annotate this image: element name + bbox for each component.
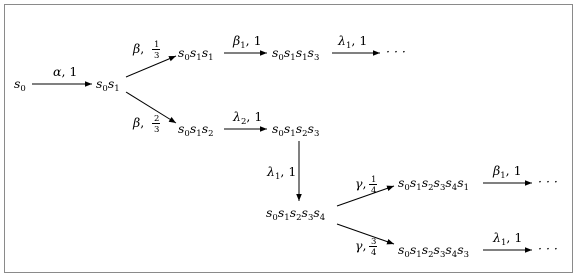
- edge-s0s1-s0s1s2-fraction: [152, 114, 160, 135]
- edge-s0s1s2-s0s1s2s3: [224, 109, 267, 129]
- edge-s0s1-s0s1s1-label: β,: [133, 41, 145, 56]
- edge-s0s1s2s3s4-s0s1s2s3s4s3-fraction: [369, 237, 377, 258]
- node-s0-label: $s_0$: [14, 76, 26, 94]
- fraction-numerator: 1: [371, 175, 377, 185]
- edge-s0-s0s1: [32, 64, 92, 84]
- edge-s0s1s2s3s4s3-ellipsis-label: $\lambda_1$, 1: [493, 230, 523, 248]
- node-s0s1s1s3-label: $s_0s_1s_1s_3$: [272, 45, 320, 63]
- edge-s0s1-s0s1s1-fraction: [152, 40, 160, 61]
- fraction-denominator: 3: [154, 125, 160, 135]
- node-s0: [14, 76, 26, 94]
- edge-s0s1s2s3s4-s0s1s2s3s4s3-label: γ,: [355, 238, 367, 253]
- node-ellipsis-bottom: [538, 241, 558, 256]
- node-s0s1s1: [178, 45, 214, 63]
- fraction-numerator: 1: [154, 40, 160, 50]
- edge-s0s1s2-s0s1s2s3-label: $\lambda_2$, 1: [233, 109, 263, 127]
- edge-s0s1s2s3s4-s0s1s2s3s4s3: [337, 224, 394, 258]
- node-s0s1: [96, 76, 120, 94]
- edge-s0-s0s1-label: α, 1: [53, 64, 78, 79]
- node-s0s1s2s3s4s1: [398, 175, 469, 193]
- edge-s0s1s2s3s4s1-ellipsis: [483, 163, 532, 183]
- node-s0s1-label: $s_0s_1$: [96, 76, 120, 94]
- node-s0s1s1s3: [272, 45, 319, 63]
- ellipsis-bottom: · · ·: [538, 241, 558, 256]
- node-s0s1s2s3s4s1-label: $s_0s_1s_2s_3s_4s_1$: [398, 175, 470, 193]
- fraction-numerator: 3: [371, 237, 377, 247]
- edge-s0s1s2s3s4s3-ellipsis: [483, 230, 532, 250]
- node-s0s1s2s3s4s3: [398, 242, 469, 260]
- fraction-denominator: 4: [371, 248, 377, 258]
- edge-s0s1s2s3-s0s1s2s3s4-label: $\lambda_1$, 1: [267, 164, 297, 182]
- edge-s0s1s2s3-s0s1s2s3s4: [266, 141, 299, 201]
- ellipsis-top: · · ·: [386, 44, 406, 59]
- node-s0s1s2: [178, 121, 214, 139]
- node-s0s1s2-label: $s_0s_1s_2$: [178, 121, 214, 139]
- edge-s0s1s1s3-ellipsis-label: $\lambda_1$, 1: [338, 33, 368, 51]
- node-s0s1s2s3: [272, 121, 319, 139]
- node-ellipsis-mid: [538, 174, 558, 189]
- node-ellipsis-top: [386, 44, 406, 59]
- edge-s0s1-s0s1s2: [126, 92, 176, 135]
- fraction-denominator: 4: [371, 186, 377, 196]
- node-s0s1s2s3s4: [266, 205, 325, 223]
- edge-s0s1s1-s0s1s1s3-label: $\beta_1$, 1: [233, 33, 262, 51]
- node-s0s1s2s3-label: $s_0s_1s_2s_3$: [272, 121, 320, 139]
- edge-s0s1-s0s1s2-label: β,: [133, 115, 145, 130]
- fraction-numerator: 2: [154, 114, 160, 124]
- edge-s0s1s2s3s4-s0s1s2s3s4s1-fraction: [369, 175, 377, 196]
- edge-s0s1s2s3s4-s0s1s2s3s4s1: [337, 175, 394, 206]
- node-s0s1s2s3s4-label: $s_0s_1s_2s_3s_4$: [266, 205, 326, 223]
- node-s0s1s1-label: $s_0s_1s_1$: [178, 45, 214, 63]
- ellipsis-mid: · · ·: [538, 174, 558, 189]
- edge-s0s1-s0s1s1: [126, 40, 176, 77]
- edge-s0s1s1s3-ellipsis: [332, 33, 380, 53]
- edge-s0s1s1-s0s1s1s3: [224, 33, 267, 53]
- edge-s0s1s2s3s4-s0s1s2s3s4s1-label: γ,: [355, 176, 367, 191]
- node-s0s1s2s3s4s3-label: $s_0s_1s_2s_3s_4s_3$: [398, 242, 470, 260]
- fraction-denominator: 3: [154, 51, 160, 61]
- edge-s0s1s2s3s4s1-ellipsis-label: $\beta_1$, 1: [493, 163, 522, 181]
